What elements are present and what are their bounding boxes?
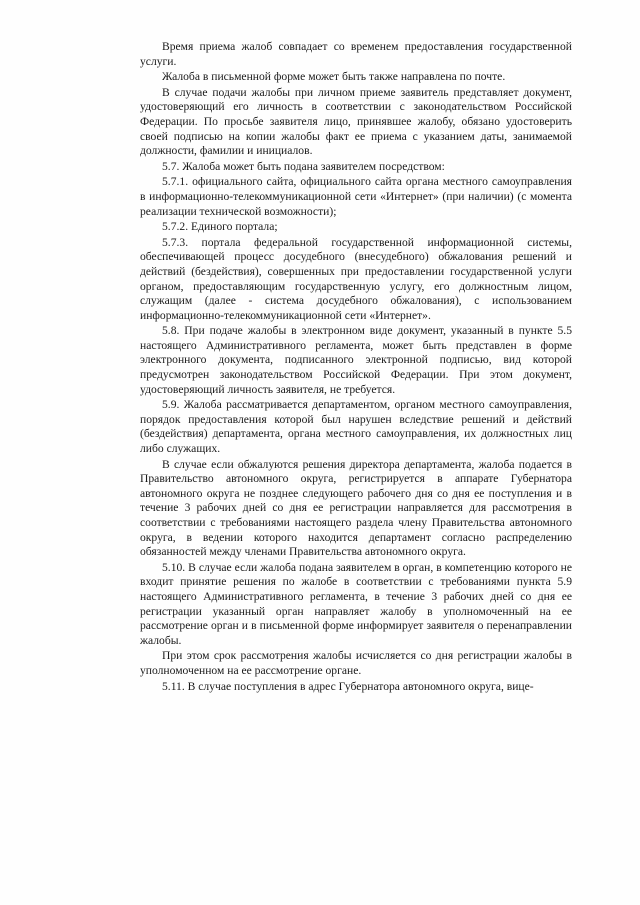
paragraph-personal-submission: В случае подачи жалобы при личном приеме заявитель представляет документ, удостоверяющий его личность в соответствии с законодательством Российской Федерации. По просьбе заявителя лицо, принявшее жалобу, обязано удостоверить своей подписью на копии жалобы факт ее приема с указанием даты, занимаемой должности, фамилии и инициалов. [140,85,572,158]
paragraph-5-11: 5.11. В случае поступления в адрес Губернатора автономного округа, вице- [162,679,534,693]
paragraph-5-9: 5.9. Жалоба рассматривается департаментом, органом местного самоуправления, порядок предоставления которой был нарушен вследствие решений и действий (бездействия) департамента, органа местного самоуправления, их должностных лиц либо служащих. [140,398,572,456]
document-body [140,40,572,695]
paragraph-5-7-2: 5.7.2. Единого портала; [162,220,278,234]
paragraph-5-10: 5.10. В случае если жалоба подана заявителем в орган, в компетенцию которого не входит принятие решения по жалобе в соответствии с требованиями пункта 5.9 настоящего Административного регламента, в течение 3 рабочих дней со дня ее регистрации указанный орган направляет жалобу в уполномоченный на ее рассмотрение орган и в письменной форме информирует заявителя о перенаправлении жалобы. [140,560,572,647]
paragraph-5-7: 5.7. Жалоба может быть подана заявителем посредством: [162,159,445,173]
paragraph-postal-complaint: Жалоба в письменной форме может быть также направлена по почте. [162,70,506,84]
paragraph-review-period: При этом срок рассмотрения жалобы исчисляется со дня регистрации жалобы в уполномоченном на ее рассмотрение органе. [140,649,572,677]
paragraph-5-7-3: 5.7.3. портала федеральной государственной информационной системы, обеспечивающей процесс досудебного (внесудебного) обжалования решений и действий (бездействия), совершенных при предоставлении государственной услуги органом, предоставляющим государственную услугу, его должностным лицом, служащим (далее - система досудебного обжалования), с использованием информационно-телекоммуникационной сети «Интернет». [140,235,572,322]
paragraph-5-7-1: 5.7.1. официального сайта, официального сайта органа местного самоуправления в информационно-телекоммуникационной сети «Интернет» (при наличии) (с момента реализации технической возможности); [140,175,572,218]
paragraph-reception-time: Время приема жалоб совпадает со временем предоставления государственной услуги. [140,40,572,68]
paragraph-5-8: 5.8. При подаче жалобы в электронном виде документ, указанный в пункте 5.5 настоящего Административного регламента, может быть представлен в форме электронного документа, подписанного электронной подписью, вид которой предусмотрен законодательством Российской Федерации. При этом документ, удостоверяющий личность заявителя, не требуется. [140,324,572,396]
paragraph-director-decision: В случае если обжалуются решения директора департамента, жалоба подается в Правительство автономного округа, регистрируется в аппарате Губернатора автономного округа не позднее следующего рабочего дня со дня ее поступления и в течение 3 рабочих дней со дня ее регистрации направляется для рассмотрения в соответствии с требованиями настоящего раздела члену Правительства автономного округа, в ведении которого находится департамент согласно распределению обязанностей между членами Правительства автономного округа. [140,457,572,559]
